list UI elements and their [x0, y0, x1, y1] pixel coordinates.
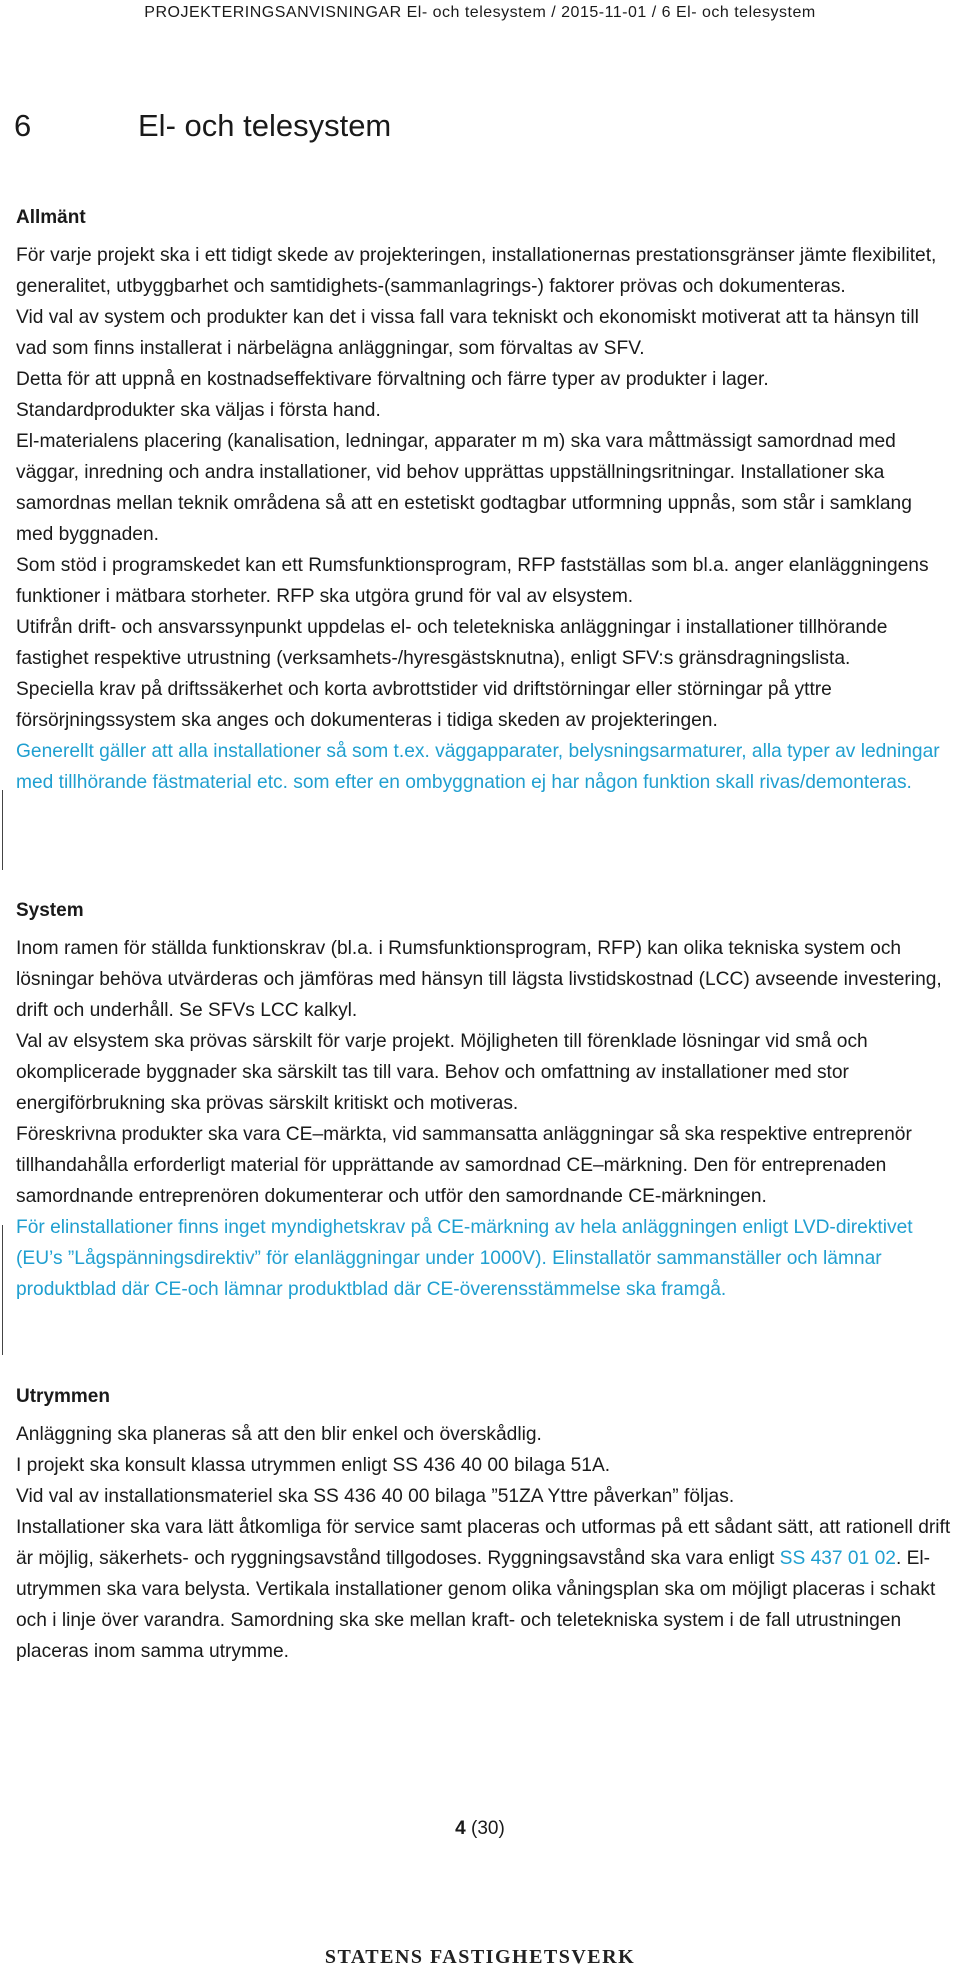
standard-reference-link[interactable]: SS 437 01 02	[779, 1548, 896, 1569]
revision-change-bar	[2, 1225, 3, 1355]
paragraph: Val av elsystem ska prövas särskilt för varje projekt. Möjligheten till förenklade lösningar vid små och okomplicerade byggnader ska särskilt tas till vara. Behov och omfattning av installationer med stor energiförbrukning ska prövas särskilt kritiskt och motiveras.	[16, 1031, 868, 1114]
page-number-total: (30)	[471, 1818, 505, 1839]
revision-change-bar	[2, 790, 3, 870]
section-body-allmant	[16, 240, 952, 798]
paragraph: Som stöd i programskedet kan ett Rumsfunktionsprogram, RFP fastställas som bl.a. anger elanläggningens funktioner i mätbara storheter. RFP ska utgöra grund för val av elsystem.	[16, 555, 929, 607]
paragraph: Inom ramen för ställda funktionskrav (bl.a. i Rumsfunktionsprogram, RFP) kan olika tekniska system och lösningar behöva utvärderas och jämföras med hänsyn till lägsta livstidskostnad (LCC) avseende investering, drift och underhåll. Se SFVs LCC kalkyl.	[16, 938, 942, 1021]
paragraph-text: Installationer ska vara lätt åtkomliga för service samt placeras och utformas på ett sådant sätt, att rationell drift är möjlig, säkerhets- och ryggningsavstånd tillgodoses. Ryggningsavstånd ska vara enligt	[16, 1517, 951, 1569]
chapter-heading	[14, 108, 391, 144]
paragraph: Speciella krav på driftssäkerhet och korta avbrottstider vid driftstörningar eller störningar på yttre försörjningssystem ska anges och dokumenteras i tidiga skeden av projekteringen.	[16, 679, 832, 731]
paragraph: För varje projekt ska i ett tidigt skede av projekteringen, installationernas prestationsgränser jämte flexibilitet, generalitet, utbyggbarhet och samtidighets-(sammanlagrings-) faktorer prövas och dokumenteras.	[16, 245, 937, 297]
section-body-system	[16, 933, 952, 1305]
section-heading-utrymmen: Utrymmen	[16, 1386, 110, 1407]
paragraph: El-materialens placering (kanalisation, ledningar, apparater m m) ska vara måttmässigt samordnad med väggar, inredning och andra installationer, vid behov upprättas uppställningsritningar. Installationer ska samordnas mellan teknik områdena så att en estetiskt godtagbar utformning uppnås, som står i samklang med byggnaden.	[16, 431, 912, 545]
chapter-title: El- och telesystem	[138, 108, 392, 143]
running-header: PROJEKTERINGSANVISNINGAR El- och telesystem / 2015-11-01 / 6 El- och telesystem	[144, 4, 816, 21]
paragraph: I projekt ska konsult klassa utrymmen enligt SS 436 40 00 bilaga 51A.	[16, 1455, 611, 1476]
paragraph: Föreskrivna produkter ska vara CE–märkta, vid sammansatta anläggningar så ska respektive entreprenör tillhandahålla erforderligt material för upprättande av samordnad CE–märkning. Den för entreprenaden samordnande entreprenören dokumenterar och utför den samordnande CE-märkningen.	[16, 1124, 912, 1207]
page-number	[0, 1818, 960, 1840]
section-heading-allmant: Allmänt	[16, 207, 86, 228]
paragraph: Vid val av installationsmateriel ska SS 436 40 00 bilaga ”51ZA Yttre påverkan” följas.	[16, 1486, 735, 1507]
paragraph: Vid val av system och produkter kan det i vissa fall vara tekniskt och ekonomiskt motiverat att ta hänsyn till vad som finns installerat i närbelägna anläggningar, som förvaltas av SFV.	[16, 307, 919, 359]
section-heading-system: System	[16, 900, 84, 921]
paragraph: Anläggning ska planeras så att den blir enkel och överskådlig.	[16, 1424, 542, 1445]
chapter-number: 6	[14, 108, 32, 143]
paragraph: Standardprodukter ska väljas i första hand.	[16, 400, 381, 421]
revision-highlight-paragraph: För elinstallationer finns inget myndighetskrav på CE-märkning av hela anläggningen enligt LVD-direktivet (EU’s ”Lågspänningsdirektiv” för elanläggningar under 1000V). Elinstallatör sammanställer och lämnar produktblad där CE-och lämnar produktblad där CE-överensstämmelse ska framgå.	[16, 1217, 913, 1300]
paragraph: Utifrån drift- och ansvarssynpunkt uppdelas el- och teletekniska anläggningar i installationer tillhörande fastighet respektive utrustning (verksamhets-/hyresgästsknutna), enligt SFV:s gränsdragningslista.	[16, 617, 888, 669]
page-number-current: 4	[455, 1818, 466, 1839]
paragraph: Detta för att uppnå en kostnadseffektivare förvaltning och färre typer av produkter i lager.	[16, 369, 769, 390]
paragraph	[16, 1512, 952, 1667]
footer-logo: STATENS FASTIGHETSVERK	[324, 1946, 636, 1968]
revision-highlight-paragraph: Generellt gäller att alla installationer så som t.ex. väggapparater, belysningsarmaturer, alla typer av ledningar med tillhörande fästmaterial etc. som efter en ombyggnation ej har någon funktion skall rivas/demonteras.	[16, 741, 940, 793]
paragraph-text: . El-utrymmen ska vara belysta. Vertikala installationer genom olika våningsplan ska om möjligt placeras i schakt och i linje över varandra. Samordning ska ske mellan kraft- och teletekniska system i de fall utrustningen placeras inom samma utrymme.	[16, 1548, 936, 1662]
section-body-utrymmen	[16, 1419, 952, 1667]
